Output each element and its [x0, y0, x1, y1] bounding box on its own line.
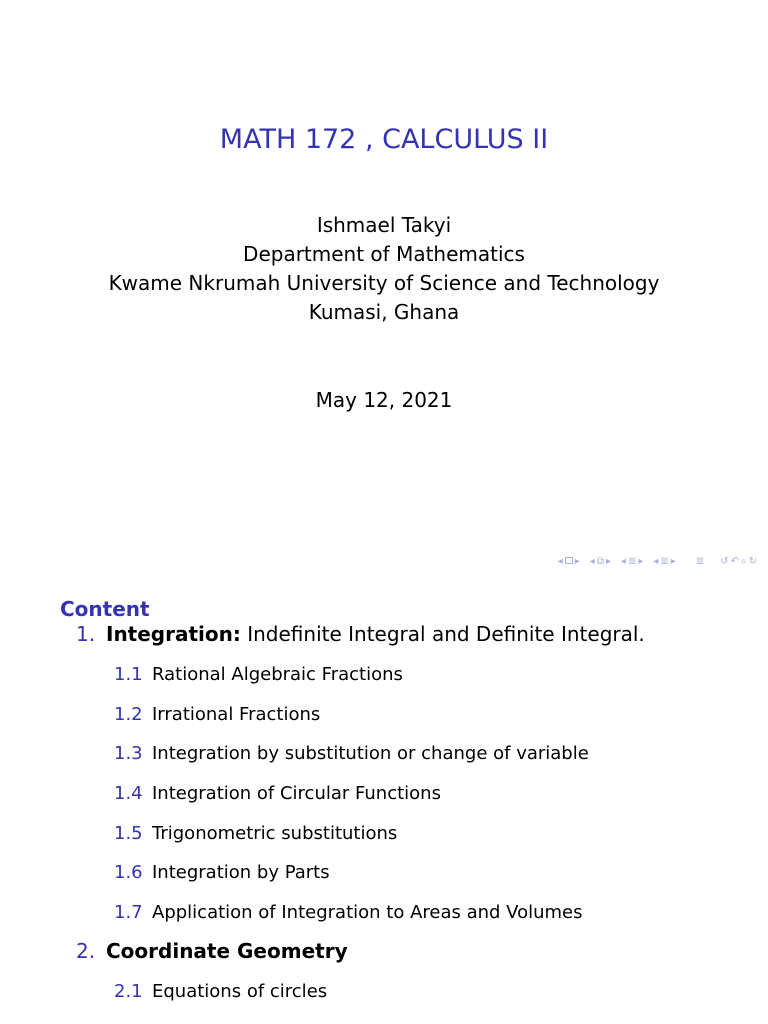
- item-text: Rational Algebraic Fractions: [152, 664, 403, 685]
- beamer-navigation-bar: [549, 556, 758, 567]
- university: Kwame Nkrumah University of Science and Technology: [108, 271, 660, 295]
- nav-frame-icon[interactable]: [564, 556, 574, 567]
- content-slide: [0, 580, 768, 1024]
- item-text: Integration of Circular Functions: [152, 783, 441, 804]
- list-item: [114, 902, 583, 923]
- slide-title: MATH 172 , CALCULUS II: [219, 124, 549, 155]
- item-text: Integration by substitution or change of variable: [152, 743, 589, 764]
- section-item-integration: [76, 622, 645, 646]
- nav-section-group: [620, 556, 644, 567]
- list-item: [114, 862, 330, 883]
- content-heading: Content: [60, 597, 150, 621]
- item-number: 1.1: [114, 664, 143, 685]
- section-item-coordinate-geometry: [76, 939, 348, 963]
- nav-search-icon[interactable]: ⌕: [741, 556, 747, 567]
- nav-align-icon[interactable]: ≣: [695, 556, 705, 567]
- item-text: Integration by Parts: [152, 862, 330, 883]
- list-item: [114, 704, 320, 725]
- nav-next-frame-icon[interactable]: ▸: [574, 556, 580, 567]
- author-block: [0, 211, 768, 327]
- nav-next-subsection-icon[interactable]: ▸: [605, 556, 611, 567]
- item-number: 1.2: [114, 704, 143, 725]
- nav-align-group: [695, 556, 705, 567]
- item-number: 2.1: [114, 981, 143, 1002]
- section-bold-label: Integration:: [106, 622, 241, 646]
- nav-prev-part-icon[interactable]: ◂: [653, 556, 659, 567]
- nav-subsection-icon[interactable]: ⧉: [596, 556, 604, 567]
- item-number: 1.5: [114, 823, 143, 844]
- item-number: 1.3: [114, 743, 143, 764]
- item-number: 1.7: [114, 902, 143, 923]
- author-name: Ishmael Takyi: [316, 213, 452, 237]
- item-text: Trigonometric substitutions: [152, 823, 398, 844]
- nav-undo-icon[interactable]: ↺: [720, 556, 729, 567]
- nav-redo-icon[interactable]: ↻: [748, 556, 757, 567]
- nav-next-part-icon[interactable]: ▸: [670, 556, 676, 567]
- nav-prev-frame-icon[interactable]: ◂: [557, 556, 563, 567]
- section-number: 1.: [76, 622, 96, 646]
- list-item: [114, 823, 397, 844]
- item-text: Irrational Fractions: [152, 704, 321, 725]
- item-number: 1.4: [114, 783, 143, 804]
- list-item: [114, 783, 441, 804]
- nav-search-group: [719, 556, 758, 567]
- nav-part-group: [652, 556, 676, 567]
- item-text: Application of Integration to Areas and Volumes: [152, 902, 583, 923]
- department: Department of Mathematics: [243, 242, 525, 266]
- section-number: 2.: [76, 939, 96, 963]
- item-text: Equations of circles: [152, 981, 328, 1002]
- section-bold-label: Coordinate Geometry: [106, 939, 348, 963]
- list-item: [114, 664, 403, 685]
- list-item: [114, 743, 589, 764]
- section-label: Indefinite Integral and Definite Integral.: [240, 622, 645, 646]
- nav-frame-group: [557, 556, 581, 567]
- nav-prev-subsection-icon[interactable]: ◂: [589, 556, 595, 567]
- list-item: [114, 981, 327, 1002]
- nav-back-icon[interactable]: ↶: [730, 556, 739, 567]
- nav-subsection-group: [589, 556, 612, 567]
- nav-part-icon[interactable]: ≣: [660, 556, 669, 567]
- nav-next-section-icon[interactable]: ▸: [638, 556, 644, 567]
- presentation-date: May 12, 2021: [315, 388, 453, 412]
- item-number: 1.6: [114, 862, 143, 883]
- nav-section-icon[interactable]: ≣: [627, 556, 637, 567]
- nav-prev-section-icon[interactable]: ◂: [620, 556, 626, 567]
- location: Kumasi, Ghana: [308, 300, 460, 324]
